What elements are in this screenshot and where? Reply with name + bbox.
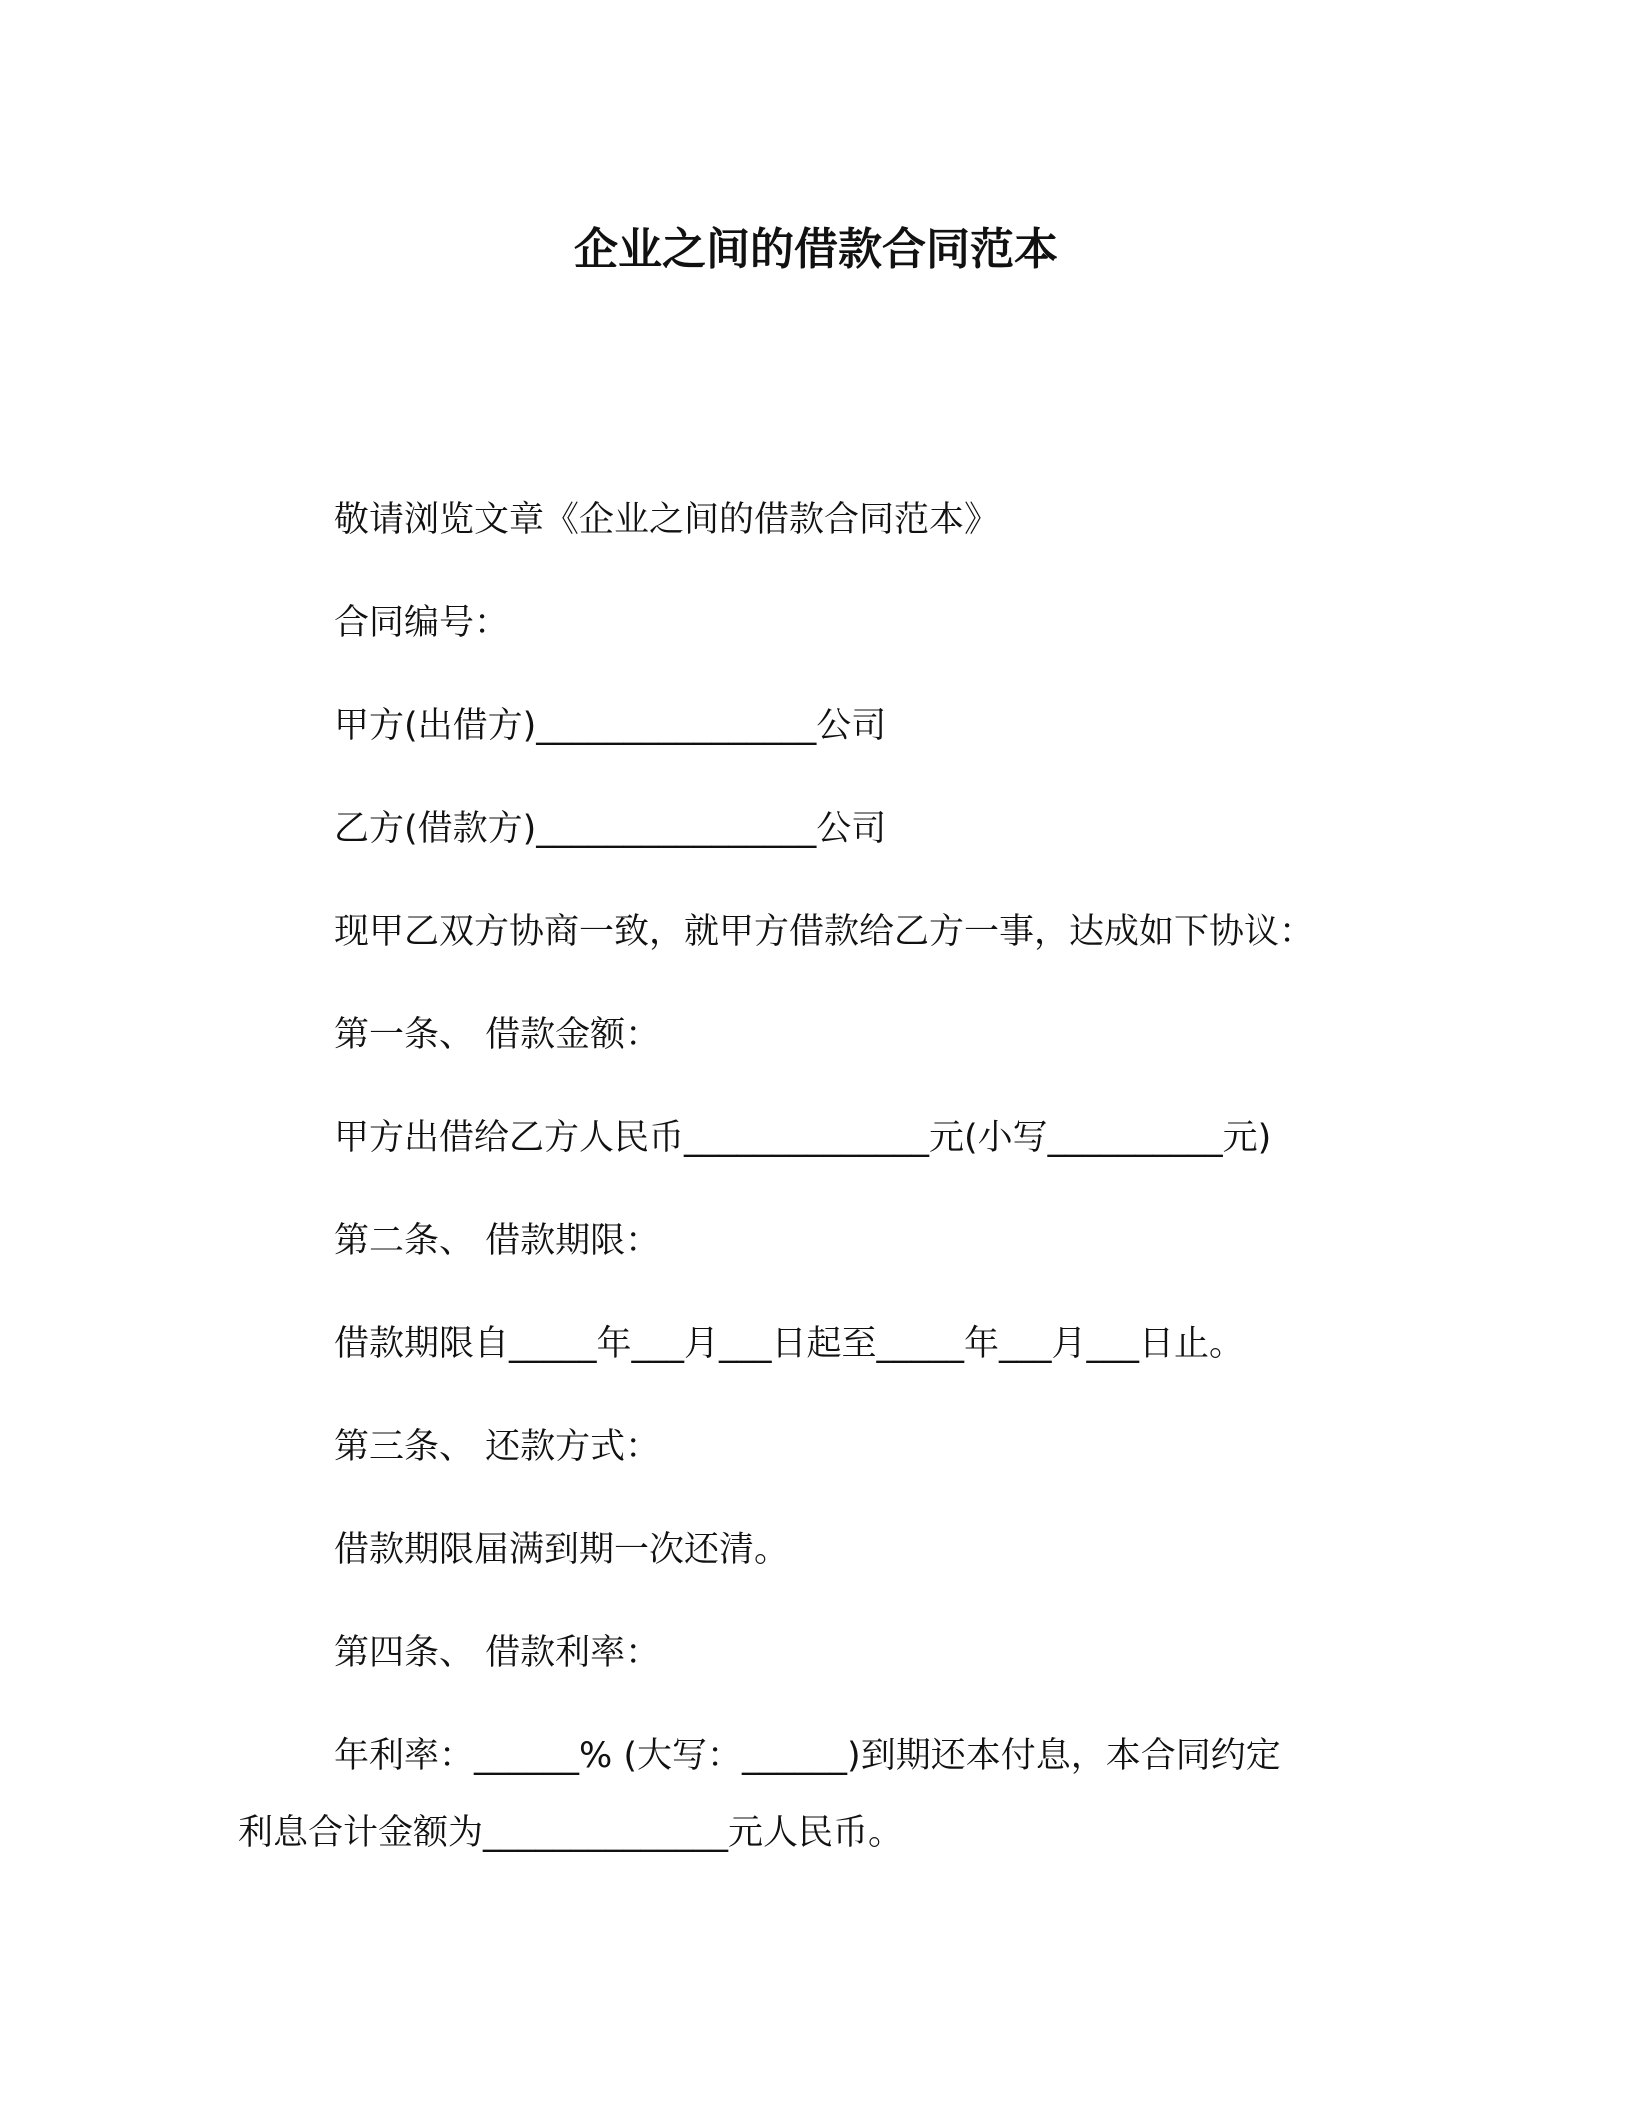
party-a-line: 甲方(出借方)________________公司 [334, 706, 887, 746]
document-title: 企业之间的借款合同范本 [574, 224, 1058, 275]
article-2-heading: 第二条、 借款期限： [334, 1221, 661, 1261]
repayment-line: 借款期限届满到期一次还清。 [334, 1530, 790, 1570]
loan-amount-line: 甲方出借给乙方人民币______________元(小写__________元) [334, 1118, 1272, 1158]
party-b-line: 乙方(借款方)________________公司 [334, 809, 887, 849]
interest-total-line: 利息合计金额为______________元人民币。 [238, 1813, 904, 1853]
article-1-heading: 第一条、 借款金额： [334, 1015, 661, 1055]
intro-line: 敬请浏览文章《企业之间的借款合同范本》 [334, 500, 1000, 540]
interest-rate-line: 年利率：______% (大写：______)到期还本付息，本合同约定 [334, 1736, 1281, 1776]
agreement-statement: 现甲乙双方协商一致，就甲方借款给乙方一事，达成如下协议： [334, 912, 1315, 952]
article-3-heading: 第三条、 还款方式： [334, 1427, 661, 1467]
article-4-heading: 第四条、 借款利率： [334, 1633, 661, 1673]
contract-number-line: 合同编号： [334, 603, 510, 643]
loan-term-line: 借款期限自_____年___月___日起至_____年___月___日止。 [334, 1324, 1245, 1364]
